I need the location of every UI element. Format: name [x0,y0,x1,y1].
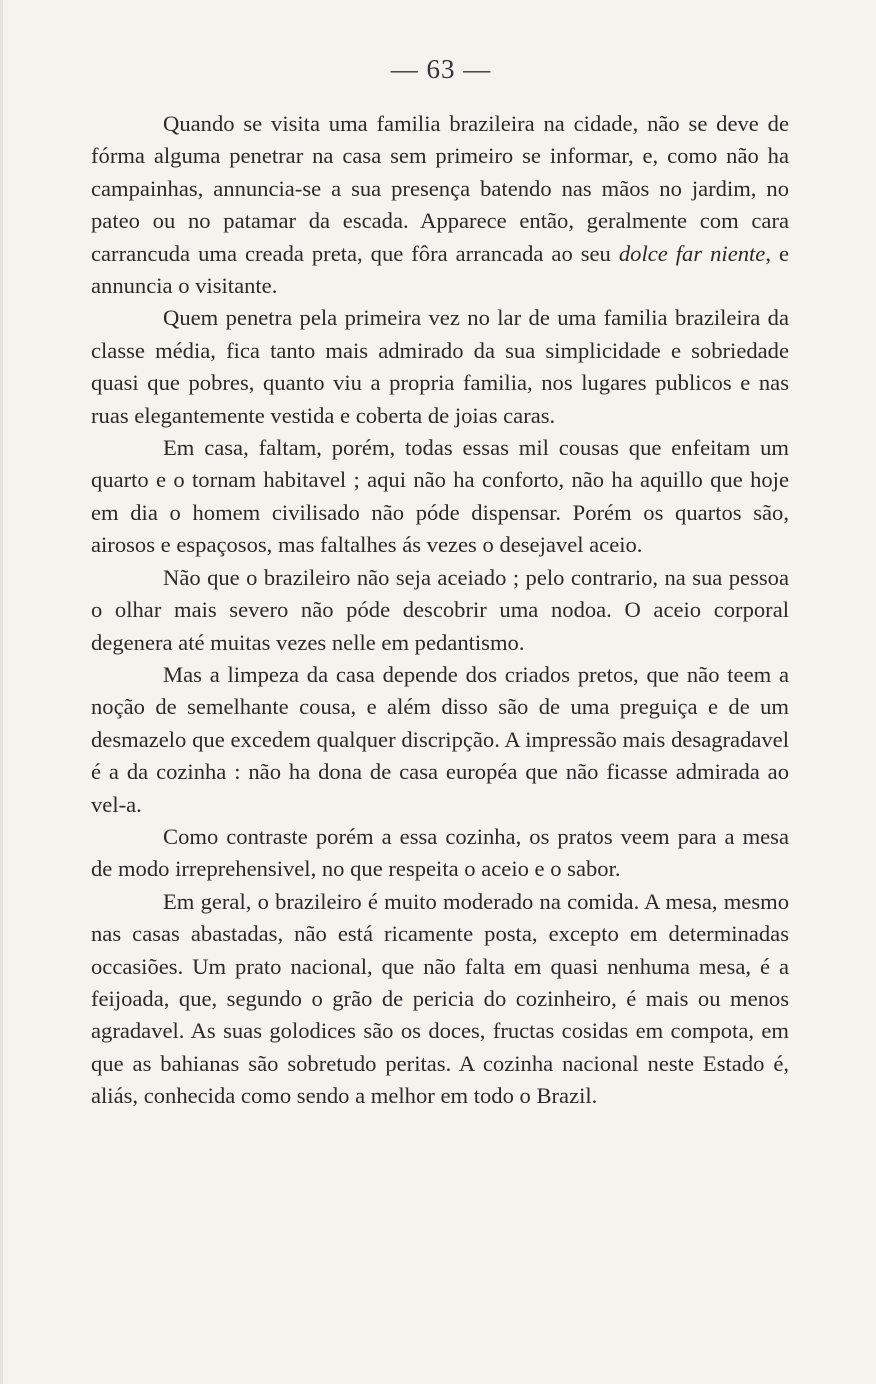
italic-phrase: dolce far niente [618,240,766,266]
paragraph-4: Não que o brazileiro não seja aceiado ; pelo contrario, na sua pessoa o olhar mais severo não póde descobrir uma nodoa. O aceio corporal degenera até muitas vezes nelle em pedantismo. [91,564,789,655]
page-number: — 63 — [390,54,492,84]
paragraph-1-text-start: Quando se visita uma familia brazileira na cidade, não se deve de fórma alguma penetrar na casa sem primeiro se informar, e, como não ha campainhas, annuncia-se a sua presença batendo nas mãos no jardim, no pateo ou no patamar da escada. Apparece então, geralmente com cara carrancuda uma creada preta, que fôra arrancada ao seu [91,111,789,266]
paragraph-2: Quem penetra pela primeira vez no lar de uma familia brazileira da classe média, fica tanto mais admirado da sua simplicidade e sobriedade quasi que pobres, quanto viu a propria familia, nos lugares publicos e nas ruas elegantemente vestida e coberta de joias caras. [91,305,789,428]
paragraph-1 [91,108,789,302]
page-text [91,108,789,1113]
paragraph-7: Em geral, o brazileiro é muito moderado na comida. A mesa, mesmo nas casas abastadas, não está ricamente posta, excepto em determinadas occasiões. Um prato nacional, que não falta em quasi nenhuma mesa, é a feijoada, que, segundo o grão de pericia do cozinheiro, é mais ou menos agradavel. As suas golodices são os doces, fructas cosidas em compota, em que as bahianas são sobretudo peritas. A cozinha nacional neste Estado é, aliás, conhecida como sendo a melhor em todo o Brazil. [91,888,789,1109]
paragraph-5: Mas a limpeza da casa depende dos criados pretos, que não teem a noção de semelhante cousa, e além disso são de uma preguiça e de um desmazelo que excedem qualquer discripção. A impressão mais desagradavel é a da cozinha : não ha dona de casa européa que não ficasse admirada ao vel-a. [91,661,789,817]
paragraph-1-text-end: , e annuncia o visitante. [91,240,789,299]
paragraph-6: Como contraste porém a essa cozinha, os pratos veem para a mesa de modo irreprehensivel, no que respeita o aceio e o sabor. [91,823,789,882]
paragraph-3: Em casa, faltam, porém, todas essas mil cousas que enfeitam um quarto e o tornam habitavel ; aqui não ha conforto, não ha aquillo que hoje em dia o homem civilisado não póde dispensar. Porém os quartos são, airosos e espaçosos, mas faltalhes ás vezes o desejavel aceio. [91,435,789,558]
